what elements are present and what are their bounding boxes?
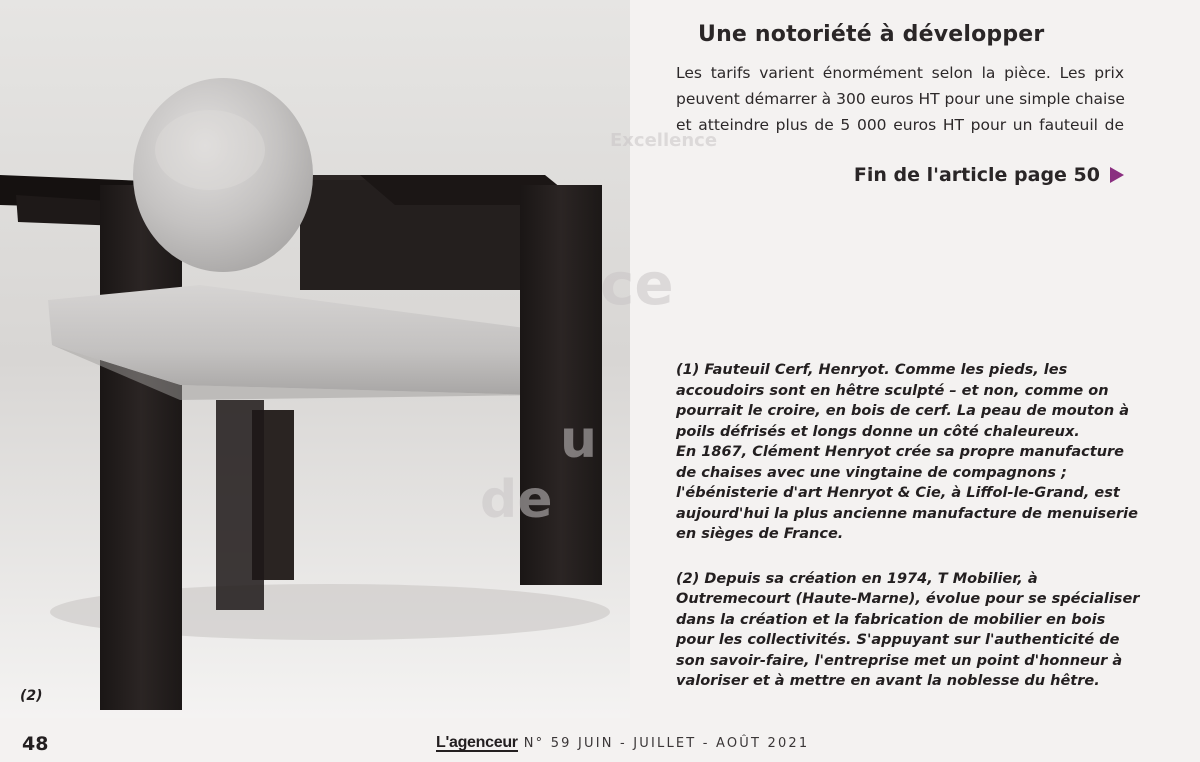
ghost-text: Excellence — [610, 130, 718, 151]
caption-line: l'ébénisterie d'art Henryot & Cie, à Liffol-le-Grand, est — [676, 485, 1120, 501]
caption-line: accoudoirs sont en hêtre sculpté – et non, comme on — [676, 382, 1109, 399]
magazine-logo: L'agenceur — [436, 734, 518, 751]
caption-line: (1) Fauteuil Cerf, Henryot. Comme les pieds, les — [676, 362, 1068, 378]
body-line: peuvent démarrer à 300 euros HT pour une simple chaise — [676, 90, 1125, 108]
issue-info: N° 59 JUIN - JUILLET - AOÛT 2021 — [523, 736, 810, 751]
caption-line: valoriser et à mettre en avant la noblesse du hêtre. — [676, 673, 1100, 689]
armchair-photo — [0, 0, 630, 718]
caption-line: pourrait le croire, en bois de cerf. La peau de mouton à — [676, 403, 1130, 419]
ghost-text: de — [480, 470, 553, 530]
armchair-illustration — [0, 0, 630, 718]
caption-line: de chaises avec une vingtaine de compagnons ; — [676, 464, 1067, 481]
continue-label: Fin de l'article page 50 — [853, 164, 1100, 186]
article-body — [676, 60, 1124, 138]
caption-line: aujourd'hui la plus ancienne manufacture de menuiserie — [676, 505, 1138, 522]
captions — [676, 360, 1140, 692]
caption-line: dans la création et la fabrication de mobilier en bois — [676, 611, 1106, 628]
continue-link[interactable] — [854, 164, 1124, 186]
play-triangle-icon — [1110, 167, 1124, 183]
ghost-text: u — [560, 410, 598, 470]
magazine-footer — [436, 735, 809, 752]
caption-line: Outremecourt (Haute-Marne), évolue pour se spécialiser — [676, 591, 1140, 607]
photo-caption-number: (2) — [20, 688, 43, 704]
caption-line: pour les collectivités. S'appuyant sur l'authenticité de — [676, 632, 1120, 648]
ghost-text: ce — [600, 250, 674, 318]
caption-line: poils défrisés et longs donne un côté chaleureux. — [676, 423, 1080, 440]
caption-line: En 1867, Clément Henryot crée sa propre manufacture — [676, 444, 1125, 460]
caption-line: (2) Depuis sa création en 1974, T Mobilier, à — [676, 570, 1038, 587]
caption-line: son savoir-faire, l'entreprise met un point d'honneur à — [676, 652, 1123, 669]
body-line: Les tarifs varient énormément selon la pièce. Les prix — [676, 64, 1124, 82]
article-headline: Une notoriété à développer — [698, 22, 1045, 47]
caption-1 — [676, 360, 1136, 545]
caption-2 — [676, 569, 1140, 692]
page-number: 48 — [22, 733, 49, 755]
caption-line: en sièges de France. — [676, 526, 844, 542]
body-line: et atteindre plus de 5 000 euros HT pour un fauteuil de — [676, 116, 1124, 134]
